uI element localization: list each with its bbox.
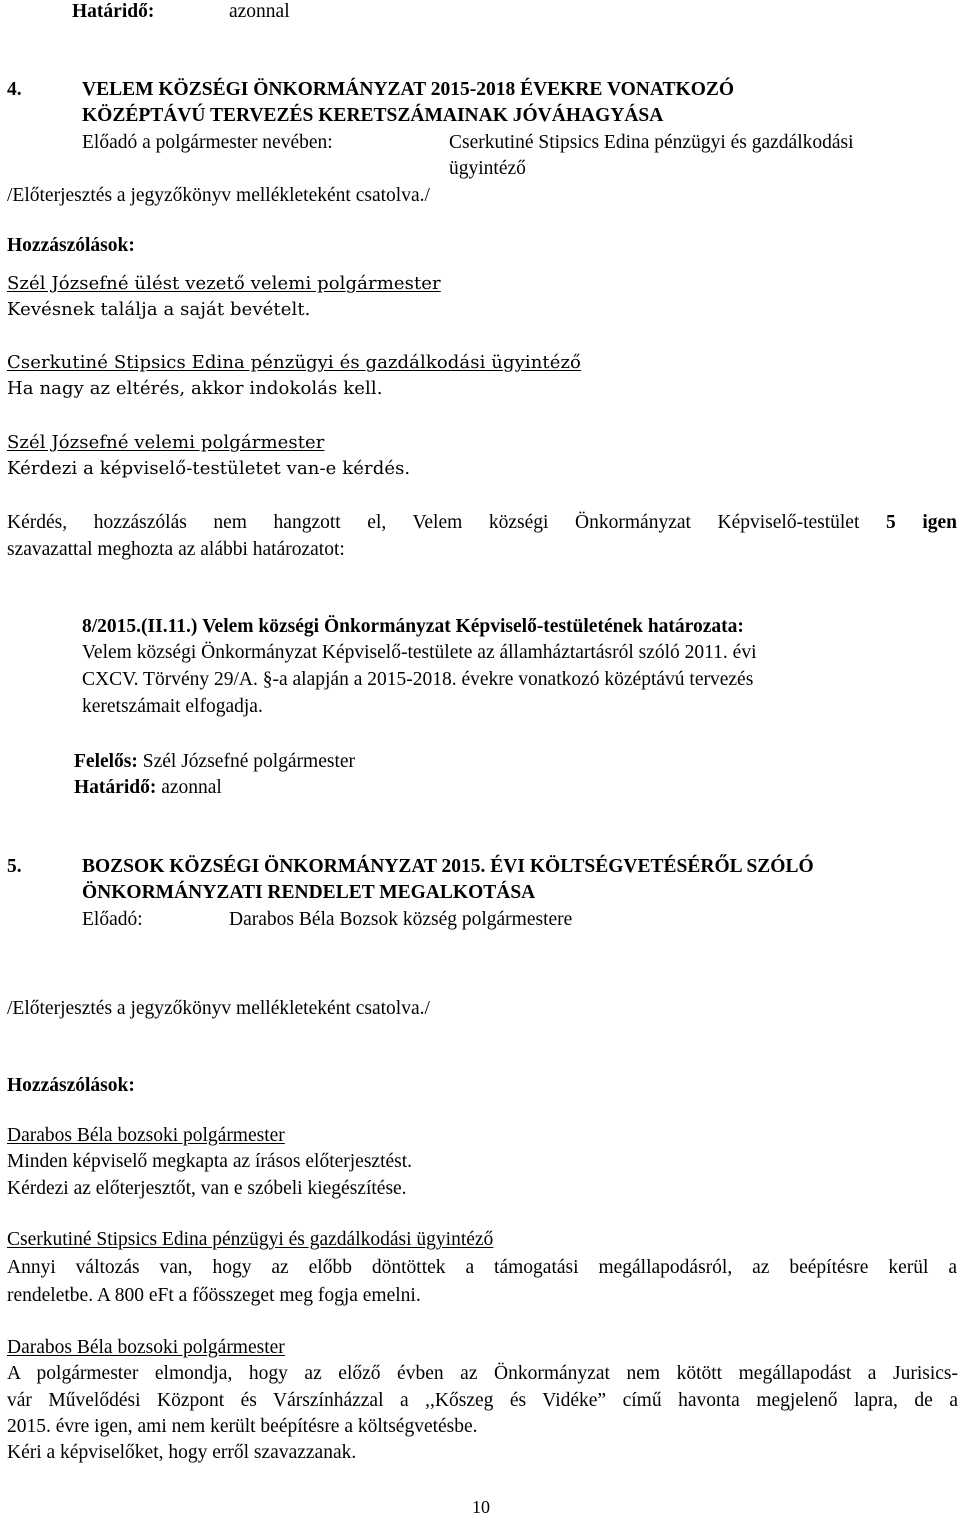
item4-attachment-note: /Előterjesztés a jegyzőkönyv mellékleteként csatolva./ — [7, 185, 430, 206]
resolution-number: 8/2015.(II.11.) — [82, 616, 198, 637]
item4-presenter-label: Előadó a polgármester nevében: — [82, 132, 333, 153]
item4-title-line2: KÖZÉPTÁVÚ TERVEZÉS KERETSZÁMAINAK JÓVÁHAGYÁSA — [82, 105, 664, 126]
item4-resolution-line1: Velem községi Önkormányzat Képviselő-testülete az államháztartásról szóló 2011. évi — [82, 642, 757, 663]
item5-title-line2: ÖNKORMÁNYZATI RENDELET MEGALKOTÁSA — [82, 882, 536, 903]
item4-vote-text: Kérdés, hozzászólás nem hangzott el, Velem községi Önkormányzat Képviselő-testület — [7, 512, 860, 533]
item5-presenter-value: Darabos Béla Bozsok község polgármestere — [229, 909, 573, 930]
item4-vote-count: 5 igen — [885, 512, 957, 533]
item5-speaker1-name: Darabos Béla bozsoki polgármester — [7, 1125, 285, 1146]
top-deadline-value: azonnal — [229, 1, 290, 22]
deadline-label: Határidő: — [74, 777, 157, 798]
item5-speaker3-text3: 2015. évre igen, ami nem került beépítésre a költségvetésbe. — [7, 1416, 478, 1437]
item4-comments-heading: Hozzászólások: — [7, 235, 135, 256]
top-deadline-label: Határidő: — [72, 1, 155, 22]
page-number: 10 — [472, 1497, 490, 1517]
item5-speaker2-text1: Annyi változás van, hogy az előbb döntöttek a támogatási megállapodásról, az beépítésre kerül a — [7, 1257, 957, 1278]
responsible-value: Szél Józsefné polgármester — [142, 751, 356, 772]
item4-number: 4. — [7, 79, 22, 100]
item4-resolution-header — [82, 616, 744, 638]
item4-speaker1-text: Kevésnek találja a saját bevételt. — [7, 299, 311, 320]
item5-speaker3-text4: Kéri a képviselőket, hogy erről szavazzanak. — [7, 1442, 357, 1463]
item5-comments-heading: Hozzászólások: — [7, 1075, 135, 1096]
responsible-label: Felelős: — [74, 751, 138, 772]
item4-speaker3-text: Kérdezi a képviselő-testületet van-e kérdés. — [7, 458, 411, 479]
item4-speaker3-name: Szél Józsefné velemi polgármester — [7, 432, 325, 453]
item5-speaker2-text2: rendeletbe. A 800 eFt a főösszeget meg fogja emelni. — [7, 1285, 421, 1306]
item5-speaker1-text2: Kérdezi az előterjesztőt, van e szóbeli kiegészítése. — [7, 1178, 407, 1199]
item4-speaker1-name: Szél Józsefné ülést vezető velemi polgármester — [7, 273, 441, 294]
item4-presenter-value-line1: Cserkutiné Stipsics Edina pénzügyi és gazdálkodási — [449, 132, 854, 153]
item4-deadline — [74, 777, 222, 799]
deadline-value: azonnal — [161, 777, 222, 798]
item4-vote-line2: szavazattal meghozta az alábbi határozatot: — [7, 539, 345, 560]
item5-number: 5. — [7, 856, 22, 877]
item5-speaker3-name: Darabos Béla bozsoki polgármester — [7, 1337, 285, 1358]
item5-speaker3-text1: A polgármester elmondja, hogy az előző évben az Önkormányzat nem kötött megállapodást a Jurisics- — [7, 1363, 958, 1384]
item5-presenter-label: Előadó: — [82, 909, 143, 930]
item5-speaker3-text2: vár Művelődési Központ és Várszínházzal a ,,Kőszeg és Vidéke” című havonta megjelenő lapra, de a — [7, 1390, 958, 1411]
item5-speaker1-text1: Minden képviselő megkapta az írásos előterjesztést. — [7, 1151, 413, 1172]
item5-title-line1: BOZSOK KÖZSÉGI ÖNKORMÁNYZAT 2015. ÉVI KÖLTSÉGVETÉSÉRŐL SZÓLÓ — [82, 856, 814, 877]
item5-speaker2-name: Cserkutiné Stipsics Edina pénzügyi és gazdálkodási ügyintéző — [7, 1229, 494, 1250]
item4-responsible — [74, 751, 355, 773]
item4-speaker2-text: Ha nagy az eltérés, akkor indokolás kell. — [7, 378, 383, 399]
item4-title-line1: VELEM KÖZSÉGI ÖNKORMÁNYZAT 2015-2018 ÉVEKRE VONATKOZÓ — [82, 79, 735, 100]
item4-resolution-line3: keretszámait elfogadja. — [82, 696, 263, 717]
resolution-title: Velem községi Önkormányzat Képviselő-testületének határozata: — [202, 616, 744, 637]
item5-attachment-note: /Előterjesztés a jegyzőkönyv mellékleteként csatolva./ — [7, 998, 430, 1019]
item4-speaker2-name: Cserkutiné Stipsics Edina pénzügyi és gazdálkodási ügyintéző — [7, 352, 581, 373]
item4-presenter-value-line2: ügyintéző — [449, 158, 526, 179]
item4-resolution-line2: CXCV. Törvény 29/A. §-a alapján a 2015-2018. évekre vonatkozó középtávú tervezés — [82, 669, 754, 690]
item4-vote-line1 — [7, 512, 957, 534]
